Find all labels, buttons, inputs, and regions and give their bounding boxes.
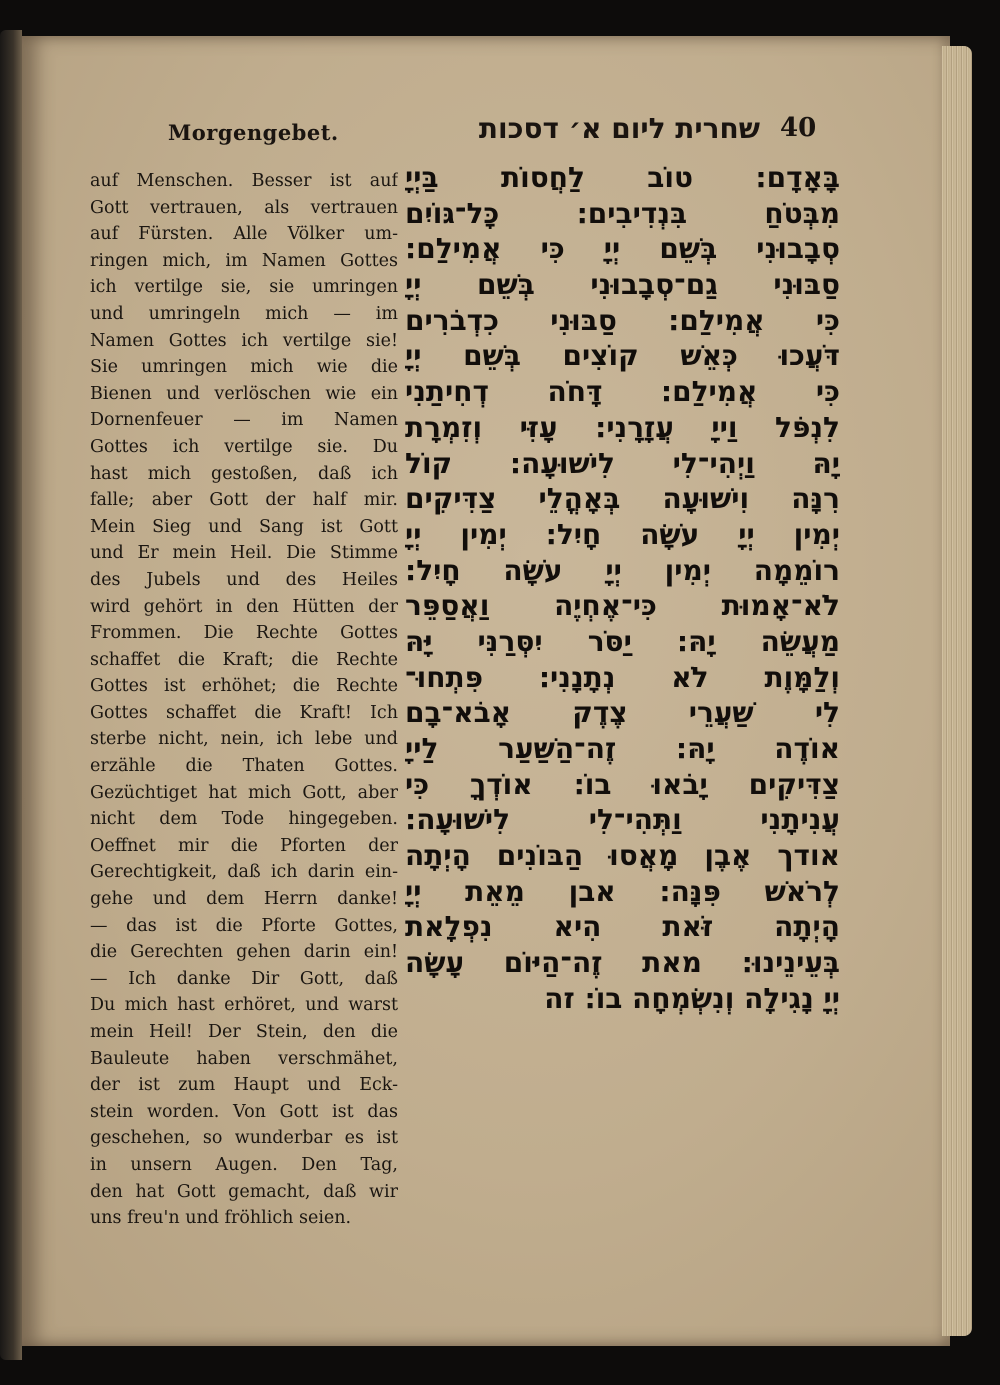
- page-block-edges: [942, 46, 972, 1336]
- german-text-line: den hat Gott gemacht, daß wir: [90, 1181, 398, 1202]
- running-header-german: Morgengebet.: [168, 120, 339, 145]
- hebrew-text-line: סְבָבוּנִי בְּשֵׁם יְיָ כִּי אֲמִילַם:: [405, 232, 840, 266]
- german-text-line: ich vertilge sie, sie umringen: [90, 277, 398, 298]
- german-text-line: sterbe nicht, nein, ich lebe und: [90, 729, 398, 750]
- german-text-line: Bauleute haben verschmähet,: [90, 1048, 398, 1069]
- hebrew-text-line: אוֹדֶה יָהּ: זֶה־הַשַּׁעַר לַייָ: [405, 732, 840, 765]
- hebrew-text-line: יְיָ נָגִילָה וְנִשְׂמְחָה בוֹ: זה: [544, 981, 840, 1015]
- german-text-line: mein Heil! Der Stein, den die: [90, 1022, 398, 1042]
- german-text-line: gehe und dem Herrn danke!: [90, 889, 398, 910]
- german-text-line: wird gehört in den Hütten der: [90, 596, 398, 617]
- hebrew-text-line: יָהּ וַיְהִי־לִי לִישׁוּעָה: קוֹל: [405, 446, 840, 480]
- hebrew-text-line: מִבְּטֹחַ בִּנְדִיבִים: כָּל־גּוֹיִם: [405, 196, 840, 230]
- german-text-line: Du mich hast erhöret, und warst: [90, 995, 398, 1016]
- german-text-line: auf Fürsten. Alle Völker um-: [90, 224, 398, 245]
- german-text-line: Gottes schaffet die Kraft! Ich: [90, 702, 398, 723]
- hebrew-text-line: הָיְתָה זֹּאת הִיא נִפְלָאת: [405, 910, 840, 944]
- german-text-line: der ist zum Haupt und Eck-: [90, 1075, 398, 1096]
- german-text-line: des Jubels und des Heiles: [90, 569, 398, 590]
- hebrew-text-line: מַעֲשֵׂה יָהּ: יַסֹּר יִסְּרַנִּי יָּהּ: [405, 624, 840, 658]
- running-header-hebrew: שחרית ליום א׳ דסכות: [478, 112, 760, 145]
- german-text-line: Mein Sieg und Sang ist Gott: [90, 516, 398, 537]
- hebrew-text-line: עֲנִיתָנִי וַתְּהִי־לִי לִישׁוּעָה:: [405, 803, 840, 837]
- hebrew-text-line: לִנְפֹּל וַייָ עֲזָרָנִי: עָזִּי וְזִמְרָת: [405, 410, 840, 444]
- german-text-line: Oeffnet mir die Pforten der: [90, 835, 398, 856]
- hebrew-text-line: רִנָּה וִישׁוּעָה בְּאָהֳלֵי צַדִּיקִים: [405, 482, 840, 516]
- german-text-line: Gezüchtiget hat mich Gott, aber: [90, 782, 398, 803]
- hebrew-text-line: בָּאָדָם: טוֹב לַחֲסוֹת בַּיְיָ: [405, 161, 840, 194]
- german-translation-column: [90, 168, 398, 1248]
- german-text-line: nicht dem Tode hingegeben.: [90, 809, 398, 830]
- hebrew-text-line: סַבּוּנִי גַם־סְבָבוּנִי בְּשֵׁם יְיָ: [405, 268, 840, 302]
- book-cover-edge: [0, 30, 22, 1360]
- german-text-line: und umringeln mich — im: [90, 303, 398, 324]
- german-text-line: Namen Gottes ich vertilge sie!: [90, 330, 398, 351]
- hebrew-text-column: [405, 160, 840, 1250]
- hebrew-text-line: לֹא־אָמוּת כִּי־אֶחְיֶה וַאֲסַפֵּר: [405, 589, 840, 623]
- german-text-line: Bienen und verlöschen wie ein: [90, 383, 398, 404]
- german-text-line: schaffet die Kraft; die Rechte: [90, 649, 398, 670]
- german-text-line: hast mich gestoßen, daß ich: [90, 463, 398, 484]
- german-text-line: auf Menschen. Besser ist auf: [90, 171, 398, 191]
- german-text-line: Gottes ich vertilge sie. Du: [90, 436, 398, 457]
- hebrew-text-line: אודך אֶבֶן מָאֲסוּ הַבּוֹנִים הָיְתָה: [405, 839, 840, 873]
- hebrew-text-line: צַדִּיקִים יָבֹאוּ בוֹ: אוֹדְךָ כִּי: [405, 767, 840, 801]
- hebrew-text-line: כִּי אֲמִילַם: סַבּוּנִי כִדְבֹרִים: [405, 303, 840, 337]
- hebrew-text-line: יְמִין יְיָ עֹשָׂה חָיִל: יְמִין יְיָ: [405, 517, 840, 551]
- hebrew-text-line: בְּעֵינֵינוּ: מאת זֶה־הַיּוֹם עָשָׂה: [405, 946, 840, 980]
- german-text-line: in unsern Augen. Den Tag,: [90, 1154, 398, 1175]
- german-text-line: Gottes ist erhöhet; die Rechte: [90, 676, 398, 697]
- german-text-line: stein worden. Von Gott ist das: [90, 1101, 398, 1122]
- german-text-line: falle; aber Gott der half mir.: [90, 490, 398, 511]
- german-text-line: die Gerechten gehen darin ein!: [90, 942, 398, 963]
- german-text-line: Dornenfeuer — im Namen: [90, 410, 398, 431]
- german-text-line: — Ich danke Dir Gott, daß: [90, 968, 398, 989]
- hebrew-text-line: כִּי אֲמִילַם: דָּחֹה דְחִיתַנִי: [405, 375, 840, 409]
- german-text-line: Frommen. Die Rechte Gottes: [90, 623, 398, 644]
- hebrew-text-line: וְלַמָּוֶת לֹא נְתָנָנִי: פִּתְחוּ־: [405, 660, 840, 694]
- german-text-line: geschehen, so wunderbar es ist: [90, 1128, 398, 1149]
- german-text-line: — das ist die Pforte Gottes,: [90, 915, 398, 936]
- hebrew-text-line: לִי שַׁעֲרֵי צֶדֶק אָבֹא־בָם: [405, 696, 840, 730]
- hebrew-text-line: לְרֹאשׁ פִּנָּה: אבן מֵאֵת יְיָ: [405, 874, 840, 908]
- german-text-line: Sie umringen mich wie die: [90, 357, 398, 378]
- german-text-line: Gott vertrauen, als vertrauen: [90, 197, 398, 218]
- hebrew-text-line: דֹּעֲכוּ כְּאֵשׁ קוֹצִים בְּשֵׁם יְיָ: [405, 339, 840, 373]
- hebrew-text-line: רוֹמֵמָה יְמִין יְיָ עֹשָׂה חָיִל:: [405, 553, 840, 587]
- german-text-line: uns freu'n und fröhlich seien.: [90, 1208, 352, 1229]
- page-number: 40: [780, 113, 817, 143]
- german-text-line: Gerechtigkeit, daß ich darin ein-: [90, 862, 398, 883]
- german-text-line: ringen mich, im Namen Gottes: [90, 250, 398, 271]
- german-text-line: und Er mein Heil. Die Stimme: [90, 543, 398, 564]
- german-text-line: erzähle die Thaten Gottes.: [90, 756, 398, 777]
